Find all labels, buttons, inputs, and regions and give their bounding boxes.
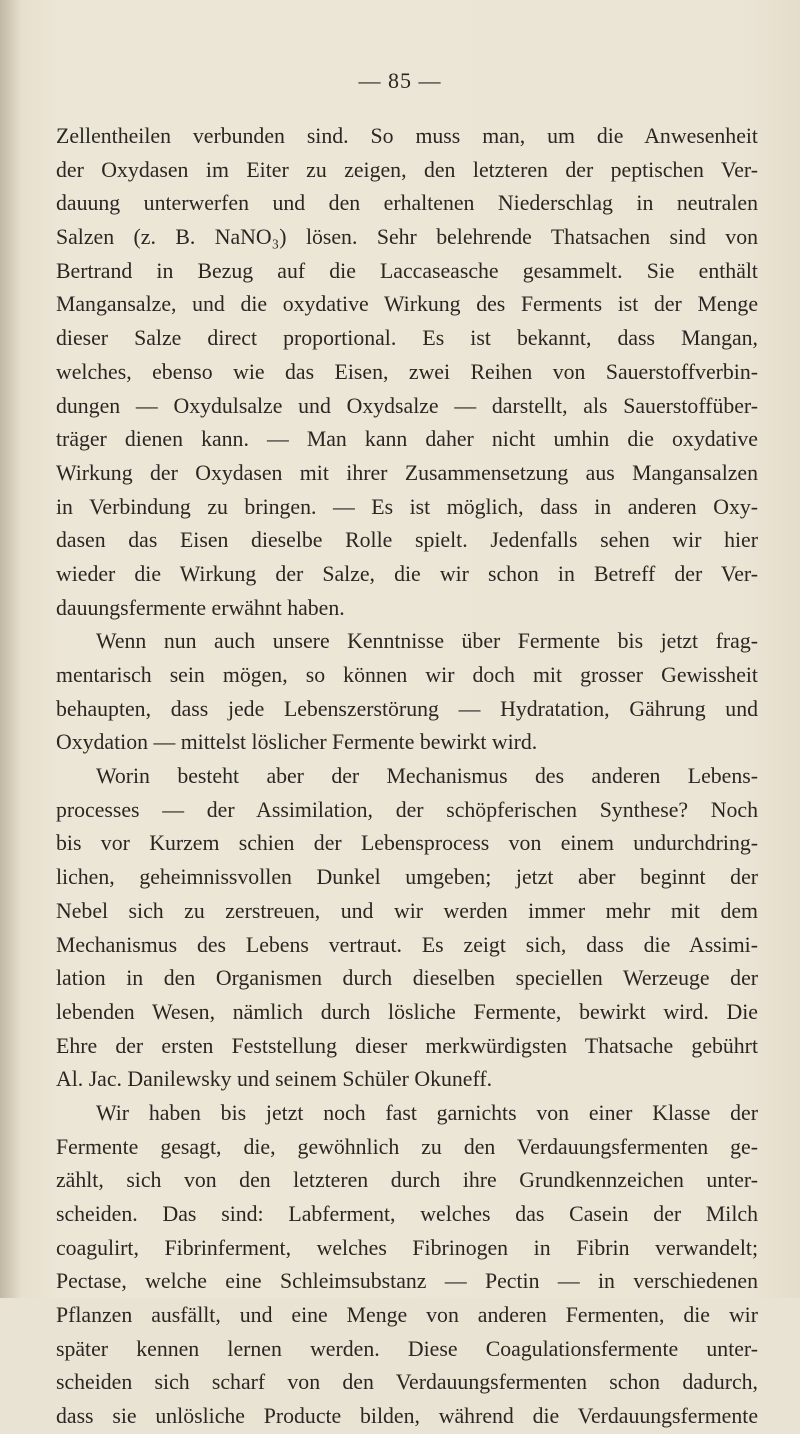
text-line: dauungsfermente erwähnt haben. [56, 595, 345, 620]
text-line: dieser Salze direct proportional. Es ist bekannt, dass Mangan, [56, 326, 758, 351]
text-line: behaupten, dass jede Lebenszerstörung — Hydratation, Gährung und [56, 696, 758, 721]
text-line: Bertrand in Bezug auf die Laccaseasche gesammelt. Sie enthält [56, 258, 758, 283]
page-number: — 85 — [358, 68, 442, 93]
text-line: scheiden. Das sind: Labferment, welches das Casein der Milch [56, 1202, 758, 1226]
text-line: scheiden sich scharf von den Verdauungsfermenten schon dadurch, [56, 1370, 758, 1395]
text-line: coagulirt, Fibrinferment, welches Fibrinogen in Fibrin verwandelt; [56, 1235, 758, 1260]
text-line: dungen — Oxydulsalze und Oxydsalze — darstellt, als Sauerstoffüber- [56, 393, 758, 418]
text-line: dasen das Eisen dieselbe Rolle spielt. Jedenfalls sehen wir hier [56, 528, 758, 553]
text-line: Zellentheilen verbunden sind. So muss man, um die Anwesenheit [56, 124, 758, 148]
text-line: lebenden Wesen, nämlich durch lösliche Fermente, bewirkt wird. Die [56, 999, 758, 1024]
text-line: Worin besteht aber der Mechanismus des anderen Lebens- [96, 764, 758, 789]
text-line: zählt, sich von den letzteren durch ihre Grundkennzeichen unter- [56, 1168, 758, 1193]
text-line: Mangansalze, und die oxydative Wirkung des Ferments ist der Menge [56, 292, 758, 317]
text-line: lation in den Organismen durch dieselben speciellen Werzeuge der [56, 966, 758, 991]
text-line: processes — der Assimilation, der schöpferischen Synthese? Noch [56, 797, 758, 822]
text-line: Ehre der ersten Feststellung dieser merkwürdigsten Thatsache gebührt [56, 1033, 758, 1058]
text-line: wieder die Wirkung der Salze, die wir schon in Betreff der Ver- [56, 561, 758, 586]
body-text [56, 120, 758, 1434]
text-line: träger dienen kann. — Man kann daher nicht umhin die oxydative [56, 427, 758, 452]
text-line: Salzen (z. B. NaNO₃) lösen. Sehr belehrende Thatsachen sind von [56, 225, 758, 250]
text-line: welches, ebenso wie das Eisen, zwei Reihen von Sauerstoffverbin- [56, 359, 758, 384]
text-line: in Verbindung zu bringen. — Es ist möglich, dass in anderen Oxy- [56, 494, 758, 519]
text-line: dauung unterwerfen und den erhaltenen Niederschlag in neutralen [56, 191, 758, 216]
text-line: lichen, geheimnissvollen Dunkel umgeben; jetzt aber beginnt der [56, 865, 758, 890]
text-line: Wenn nun auch unsere Kenntnisse über Fermente bis jetzt frag- [96, 629, 758, 654]
text-line: Pectase, welche eine Schleimsubstanz — Pectin — in verschiedenen [56, 1269, 758, 1294]
text-line: Pflanzen ausfällt, und eine Menge von anderen Fermenten, die wir [56, 1303, 758, 1328]
gutter-shadow [0, 0, 22, 1298]
text-line: mentarisch sein mögen, so können wir doch mit grosser Gewissheit [56, 663, 758, 687]
text-line: Wir haben bis jetzt noch fast garnichts von einer Klasse der [96, 1100, 758, 1125]
text-line: bis vor Kurzem schien der Lebensprocess von einem undurchdring- [56, 831, 758, 856]
text-line: Mechanismus des Lebens vertraut. Es zeigt sich, dass die Assimi- [56, 932, 758, 957]
text-line: später kennen lernen werden. Diese Coagulationsfermente unter- [56, 1336, 758, 1361]
text-line: Al. Jac. Danilewsky und seinem Schüler Okuneff. [56, 1067, 493, 1092]
text-line: der Oxydasen im Eiter zu zeigen, den letzteren der peptischen Ver- [56, 157, 758, 182]
text-line: Nebel sich zu zerstreuen, und wir werden immer mehr mit dem [56, 898, 758, 923]
text-line: Wirkung der Oxydasen mit ihrer Zusammensetzung aus Mangansalzen [56, 460, 758, 485]
text-line: Fermente gesagt, die, gewöhnlich zu den Verdauungsfermenten ge- [56, 1134, 758, 1159]
text-line: Oxydation — mittelst löslicher Fermente bewirkt wird. [56, 730, 538, 755]
text-line: dass sie unlösliche Producte bilden, während die Verdauungsfermente [56, 1404, 758, 1429]
